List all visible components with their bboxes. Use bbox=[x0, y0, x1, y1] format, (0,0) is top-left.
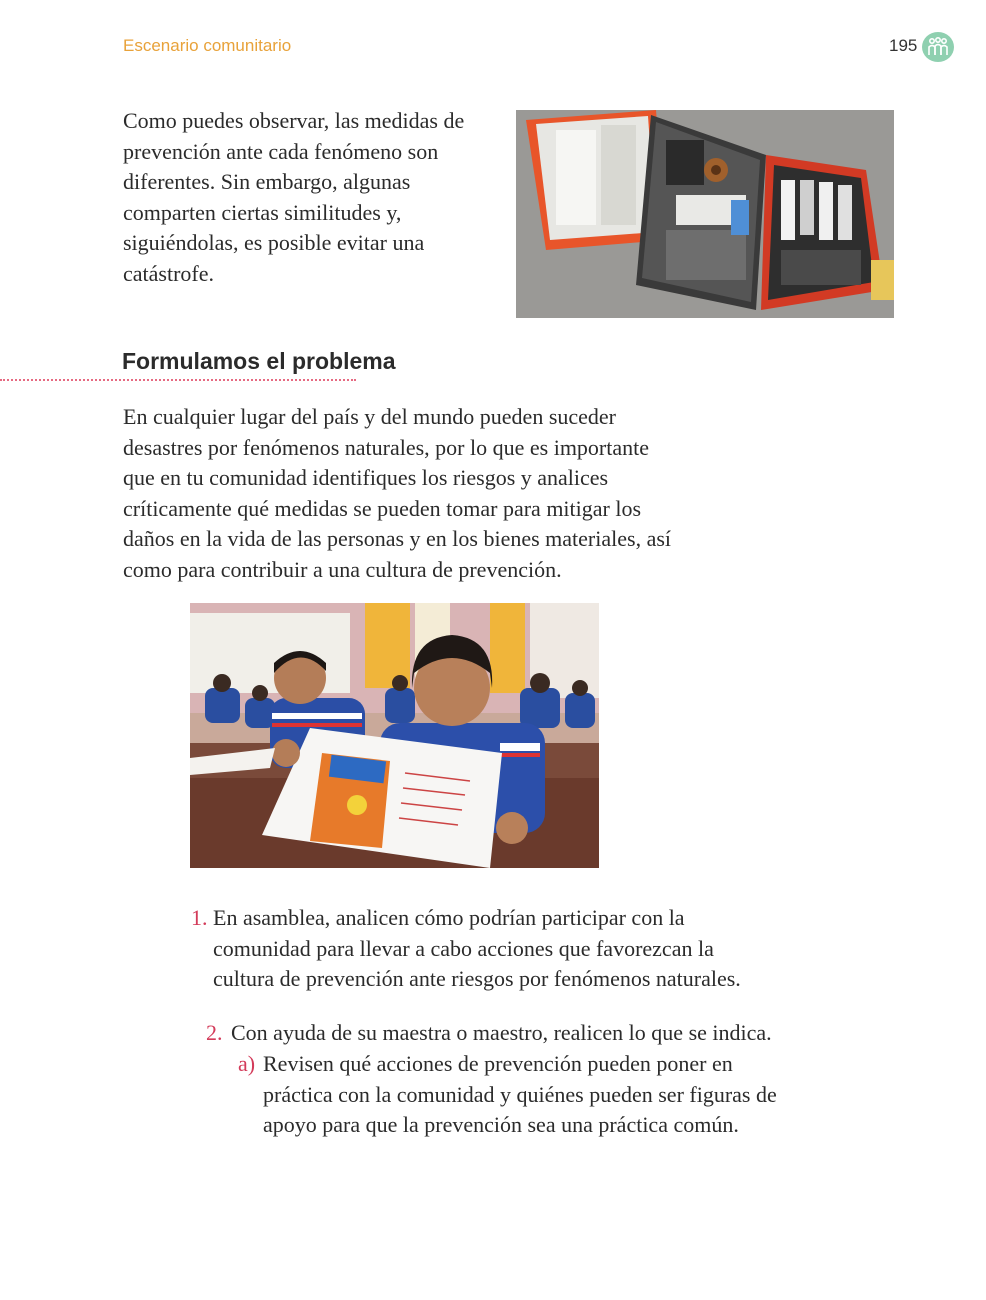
page-number: 195 bbox=[889, 36, 918, 55]
subitem-text: Revisen qué acciones de prevención pueden poner en práctica con la comunidad y quiénes pueden ser figuras de apoyo para que la prevención sea una práctica común. bbox=[263, 1051, 777, 1138]
subitem-letter: a) bbox=[238, 1051, 256, 1076]
activity-item-1 bbox=[191, 903, 773, 995]
classroom-photo bbox=[190, 603, 599, 868]
problem-paragraph: En cualquier lugar del país y del mundo pueden suceder desastres por fenómenos naturales, por lo que es importante que en tu comunidad identifiques los riesgos y analices críticamente qué medidas se pueden tomar para mitigar los daños en la vida de las personas y en los bienes materiales, así como para contribuir a una cultura de prevención. bbox=[123, 404, 672, 582]
activity-number: 1. bbox=[191, 905, 208, 930]
activity-subitem-a bbox=[238, 1049, 783, 1141]
activity-text: Con ayuda de su maestra o maestro, realicen lo que se indica. bbox=[231, 1020, 772, 1045]
activity-item-2 bbox=[206, 1018, 791, 1049]
activity-text: En asamblea, analicen cómo podrían participar con la comunidad para llevar a cabo acciones que favorezcan la cultura de prevención ante riesgos por fenómenos naturales. bbox=[213, 905, 741, 992]
intro-paragraph: Como puedes observar, las medidas de prevención ante cada fenómeno son diferentes. Sin embargo, algunas comparten ciertas similitudes y, siguiéndolas, es posible evitar una catástrofe. bbox=[123, 108, 465, 286]
emergency-kit-photo bbox=[516, 110, 894, 318]
section-divider bbox=[0, 379, 356, 381]
section-heading: Formulamos el problema bbox=[122, 348, 396, 374]
section-label: Escenario comunitario bbox=[123, 36, 292, 55]
activity-number: 2. bbox=[206, 1020, 223, 1045]
community-people-icon bbox=[922, 32, 954, 62]
